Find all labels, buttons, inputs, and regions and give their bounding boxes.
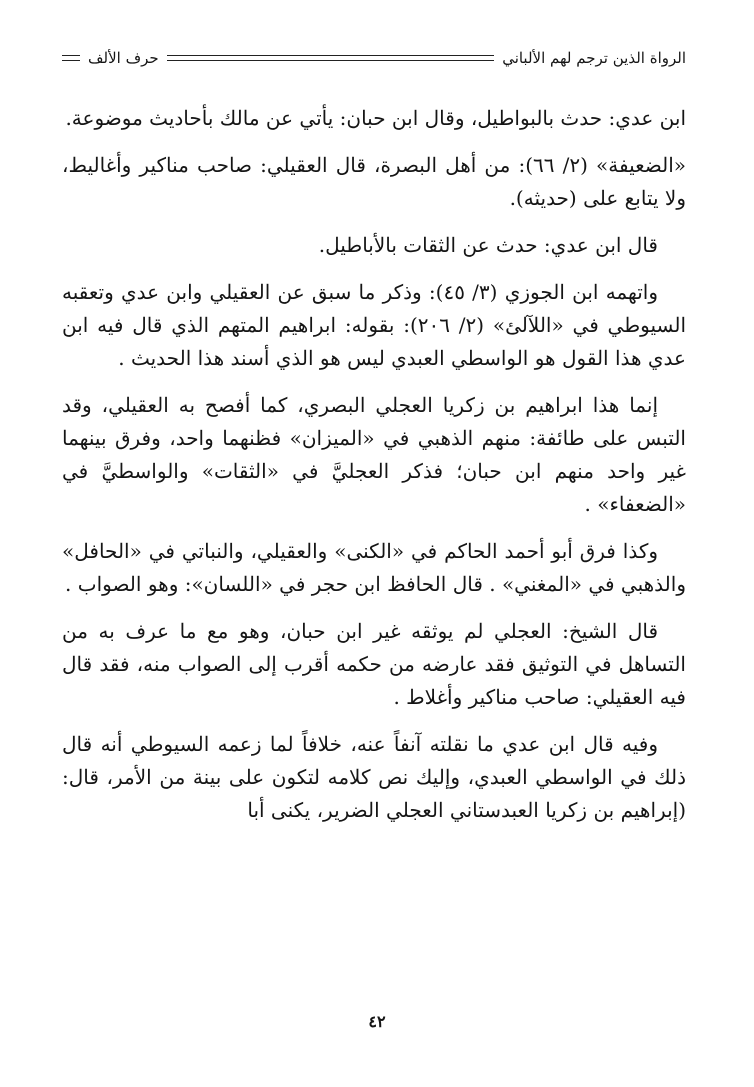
paragraph: قال ابن عدي: حدث عن الثقات بالأباطيل. [318,233,658,257]
paragraph: واتهمه ابن الجوزي (٣/ ٤٥): وذكر ما سبق عن العقيلي وابن عدي وتعقبه السيوطي في «اللآلئ» (٢/ ٢٠٦): بقوله: ابراهيم المتهم الذي قال فيه ابن عدي هذا القول هو الواسطي العبدي ليس هو الذي أسند هذا الحديث . [62,280,686,370]
running-header [62,38,686,78]
paragraph: وكذا فرق أبو أحمد الحاكم في «الكنى» والعقيلي، والنباتي في «الحافل» والذهبي في «المغني» . قال الحافظ ابن حجر في «اللسان»: وهو الصواب . [62,539,686,596]
running-title: الرواة الذين ترجم لهم الألباني [502,49,686,67]
page-number: ٤٢ [368,1012,386,1031]
paragraph: «الضعيفة» (٢/ ٦٦): من أهل البصرة، قال العقيلي: صاحب مناكير وأغاليط، ولا يتابع على (حديثه). [62,153,686,210]
header-end-rule [62,55,80,61]
paragraph: إنما هذا ابراهيم بن زكريا العجلي البصري، كما أفصح به العقيلي، وقد التبس على طائفة: منهم الذهبي في «الميزان» فظنهما واحد، وفرق بينهما غير واحد منهم ابن حبان؛ فذكر العجليَّ في «الثقات» والواسطيَّ في «الضعفاء» . [62,393,686,516]
chapter-title: حرف الألف [88,49,159,67]
main-text [62,102,686,841]
paragraph: قال الشيخ: العجلي لم يوثقه غير ابن حبان، وهو مع ما عرف به من التساهل في التوثيق فقد عارضه من حكمه أقرب إلى الصواب منه، فقد قال فيه العقيلي: صاحب مناكير وأغلاط . [62,619,686,709]
header-rule [167,55,495,61]
paragraph: ابن عدي: حدث بالبواطيل، وقال ابن حبان: يأتي عن مالك بأحاديث موضوعة. [65,106,686,130]
paragraph: وفيه قال ابن عدي ما نقلته آنفاً عنه، خلافاً لما زعمه السيوطي أنه قال ذلك في الواسطي العبدي، وإليك نص كلامه لتكون على بينة من الأمر، قال: (إبراهيم بن زكريا العبدستاني العجلي الضرير، يكنى أبا [62,732,686,822]
